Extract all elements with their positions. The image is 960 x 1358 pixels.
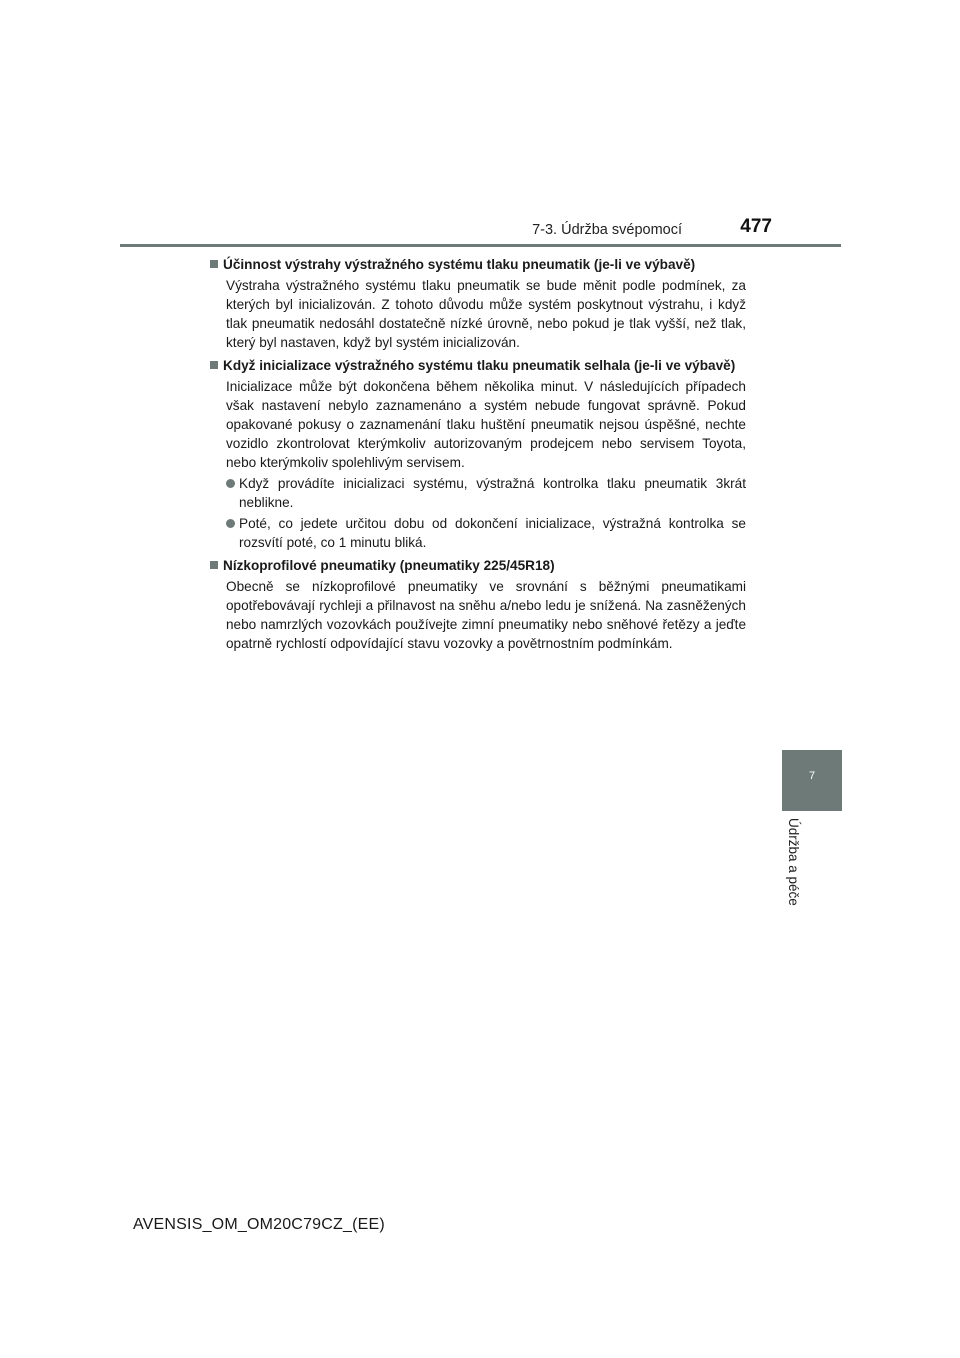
section-low-profile-tires — [210, 556, 746, 653]
list-item-text: Když provádíte inicializaci systému, výstražná kontrolka tlaku pneumatik 3krát neblikne. — [239, 476, 746, 510]
circle-bullet-icon — [226, 519, 235, 528]
footer-document-code: AVENSIS_OM_OM20C79CZ_(EE) — [133, 1216, 385, 1233]
section-tpms-init-failed — [210, 356, 746, 552]
section-heading-text: Účinnost výstrahy výstražného systému tlaku pneumatik (je-li ve výbavě) — [223, 257, 696, 272]
section-heading — [210, 255, 746, 274]
list-item — [210, 474, 746, 512]
page-content — [210, 255, 746, 657]
page-number: 477 — [740, 216, 772, 237]
chapter-number: 7 — [808, 770, 816, 782]
square-bullet-icon — [210, 561, 218, 569]
section-paragraph: Obecně se nízkoprofilové pneumatiky ve srovnání s běžnými pneumatikami opotřebovávají rychleji a přilnavost na sněhu a/nebo ledu je snížená. Na zasněžených nebo namrzlých vozovkách používejte zimní pneumatiky nebo sněhové řetězy a jeďte opatrně rychlostí odpovídající stavu vozovky a povětrnostním podmínkám. — [226, 579, 746, 651]
section-title: 7-3. Údržba svépomocí — [532, 222, 682, 238]
section-heading — [210, 556, 746, 575]
chapter-tab — [782, 750, 842, 811]
header-rule — [120, 244, 841, 247]
section-tpms-warning-effectiveness — [210, 255, 746, 352]
section-paragraph: Výstraha výstražného systému tlaku pneumatik se bude měnit podle podmínek, za kterých byl inicializován. Z tohoto důvodu může systém poskytnout výstrahu, i když tlak pneumatik nedosáhl dostatečně nízké úrovně, nebo pokud je tlak vyšší, než tlak, který byl nastaven, když byl systém inicializován. — [226, 278, 746, 350]
circle-bullet-icon — [226, 479, 235, 488]
page-header — [120, 214, 840, 244]
section-paragraph: Inicializace může být dokončena během několika minut. V následujících případech však nastavení nebylo zaznamenáno a systém nebude fungovat správně. Pokud opakované pokusy o zaznamenání tlaku huštění pneumatik nejsou úspěšné, nechte vozidlo zkontrolovat kterýmkoliv autorizovaným prodejcem nebo servisem Toyota, nebo kterýmkoliv spolehlivým servisem. — [226, 379, 746, 470]
square-bullet-icon — [210, 260, 218, 268]
chapter-title: Údržba a péče — [786, 818, 801, 906]
list-item — [210, 514, 746, 552]
section-heading-text: Když inicializace výstražného systému tlaku pneumatik selhala (je-li ve výbavě) — [223, 358, 736, 373]
section-heading — [210, 356, 746, 375]
square-bullet-icon — [210, 361, 218, 369]
list-item-text: Poté, co jedete určitou dobu od dokončení inicializace, výstražná kontrolka se rozsvítí poté, co 1 minutu bliká. — [239, 516, 746, 550]
section-heading-text: Nízkoprofilové pneumatiky (pneumatiky 225/45R18) — [223, 558, 555, 573]
